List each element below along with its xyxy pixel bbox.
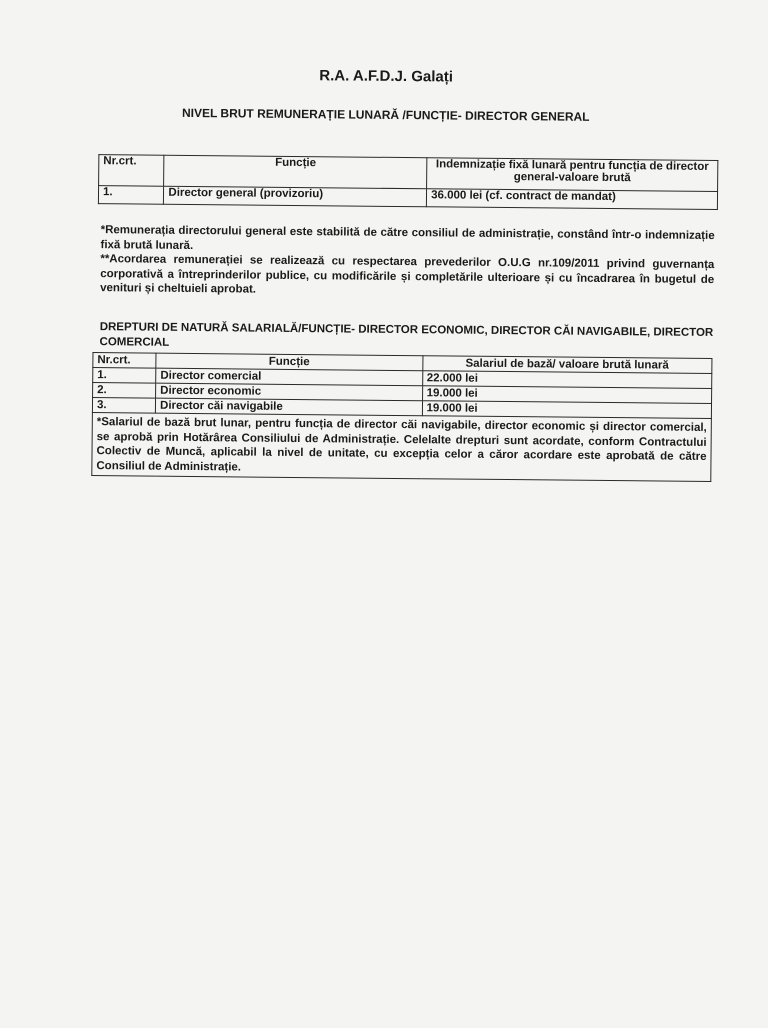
cell-functie: Director general (provizoriu)	[164, 186, 427, 207]
cell-valoare: 19.000 lei	[422, 386, 712, 404]
header-nr-crt: Nr.crt.	[99, 155, 165, 187]
header-functie: Funcție	[164, 155, 427, 189]
header-nr-crt: Nr.crt.	[93, 353, 156, 369]
cell-nr: 2.	[93, 383, 156, 399]
directors-salary-table	[91, 352, 712, 482]
cell-functie: Director economic	[156, 383, 423, 401]
cell-nr: 1.	[98, 186, 164, 205]
cell-valoare: 36.000 lei (cf. contract de mandat)	[427, 189, 718, 210]
remuneration-notes	[100, 223, 715, 301]
section-heading: DREPTURI DE NATURĂ SALARIALĂ/FUNCȚIE- DIRECTOR ECONOMIC, DIRECTOR CĂI NAVIGABILE, DIRECTOR COMERCIAL	[99, 321, 714, 349]
note-1: *Remunerația directorului general este stabilită de către consiliul de administrație, constând într-o indemnizație fixă brută lunară.	[100, 224, 715, 252]
cell-functie: Director comercial	[156, 368, 423, 386]
header-functie: Funcție	[156, 353, 423, 371]
cell-nr: 1.	[93, 368, 156, 384]
cell-functie: Director căi navigabile	[155, 398, 422, 416]
document-title: R.A. A.F.D.J. Galați	[319, 67, 454, 86]
director-general-table	[98, 154, 718, 210]
document-subtitle: NIVEL BRUT REMUNERAȚIE LUNARĂ /FUNCȚIE- DIRECTOR GENERAL	[181, 105, 590, 124]
cell-nr: 3.	[92, 398, 155, 414]
salary-note: *Salariul de bază brut lunar, pentru funcția de director căi navigabile, director economic și director comercial, se aprobă prin Hotărârea Consiliului de Administrație. Celelalte drepturi sunt acordate, conform Contractului Colectiv de Muncă, aplicabil la nivel de unitate, cu excepția celor a căror acordare este aprobată de către Consiliul de Administrație.	[92, 413, 712, 482]
header-indemnizatie: Indemnizație fixă lunară pentru funcția de director general-valoare brută	[427, 158, 718, 192]
cell-valoare: 19.000 lei	[422, 401, 712, 419]
note-2: **Acordarea remunerației se realizează cu respectarea prevederilor O.U.G nr.109/2011 privind guvernanța corporativă a întreprinderilor publice, cu modificările și completările ulterioare și cu încadrarea în bugetul de venituri și cheltuieli aprobat.	[100, 253, 715, 296]
header-salariu: Salariul de bază/ valoare brută lunară	[422, 356, 712, 374]
cell-valoare: 22.000 lei	[422, 371, 712, 389]
table-note-row	[92, 413, 712, 482]
